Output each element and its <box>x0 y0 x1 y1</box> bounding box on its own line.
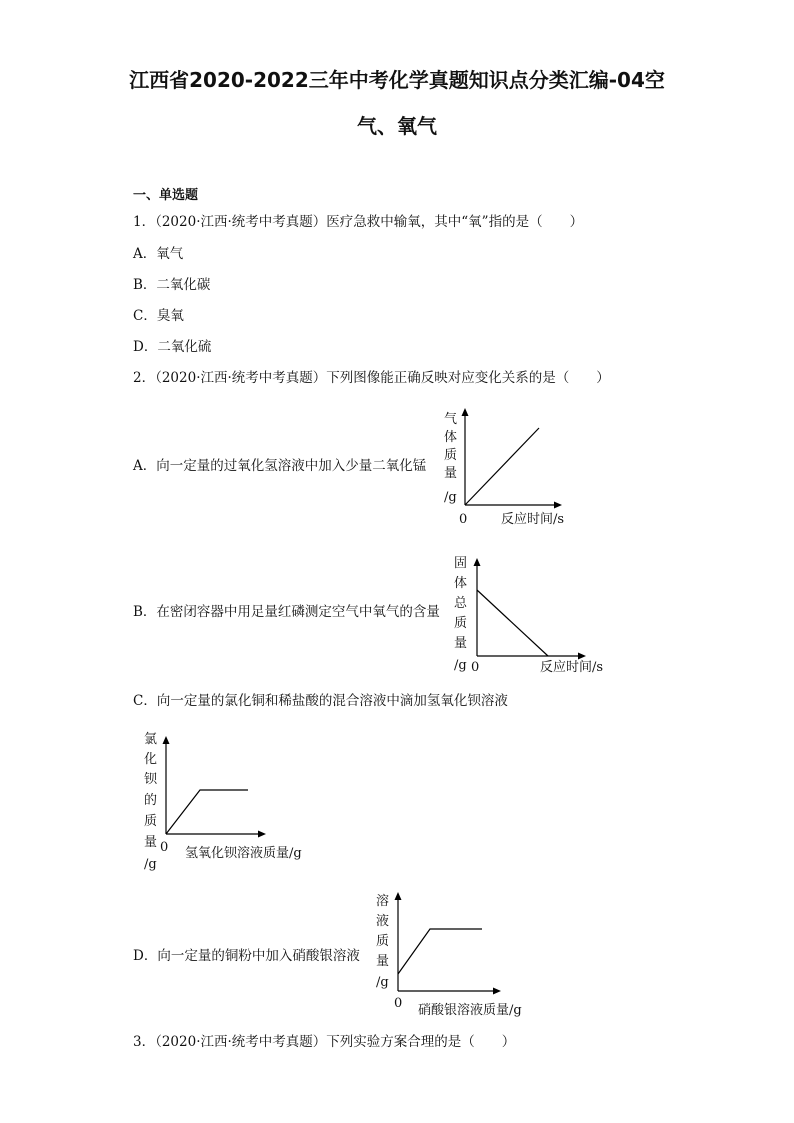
document-title-line-1: 江西省2020-2022三年中考化学真题知识点分类汇编-04空 <box>129 68 665 92</box>
graph-d-ylabel-2: 液 <box>376 914 390 929</box>
question-1-option-a: A．氧气 <box>133 246 184 262</box>
graph-b-ylabel-1: 固 <box>454 556 468 571</box>
graph-a-ylabel-3: 质 <box>444 448 458 463</box>
graph-b-origin: 0 <box>471 660 480 675</box>
graph-a-xlabel: 反应时间/s <box>501 512 565 527</box>
question-1-option-d: D．二氧化硫 <box>133 339 212 355</box>
graph-c-xlabel: 氢氧化钡溶液质量/g <box>185 846 302 861</box>
graph-b-ylabel-6: /g <box>454 658 467 673</box>
question-2-option-c: C．向一定量的氯化铜和稀盐酸的混合溶液中滴加氢氧化钡溶液 <box>133 693 508 709</box>
graph-b-ylabel-3: 总 <box>454 596 468 611</box>
question-2-option-b: B．在密闭容器中用足量红磷测定空气中氧气的含量 <box>133 604 440 620</box>
graph-a-ylabel-4: 量 <box>444 466 458 481</box>
graph-b-ylabel-5: 量 <box>454 636 468 651</box>
question-1-stem: 1．（2020·江西·统考中考真题）医疗急救中输氧，其中“氧”指的是（ ） <box>133 214 584 230</box>
question-1-option-b: B．二氧化碳 <box>133 277 211 293</box>
graph-d-ylabel-3: 质 <box>376 934 390 949</box>
document-title-line-2: 气、氧气 <box>357 114 437 138</box>
graph-d-ylabel-4: 量 <box>376 954 390 969</box>
graph-d-ylabel-1: 溶 <box>376 894 390 909</box>
graph-d-xlabel: 硝酸银溶液质量/g <box>418 1003 522 1018</box>
question-1-option-c: C．臭氧 <box>133 308 184 324</box>
graph-a-origin: 0 <box>459 512 468 527</box>
graph-c-ylabel-7: /g <box>144 857 157 872</box>
graph-c-ylabel-6: 量 <box>144 835 158 850</box>
graph-d-ylabel-5: /g <box>376 975 389 990</box>
graph-b-ylabel-4: 质 <box>454 616 468 631</box>
graph-c-ylabel-1: 氯 <box>144 732 158 747</box>
graph-d-curve <box>398 929 482 974</box>
section-heading: 一、单选题 <box>133 188 199 203</box>
question-3-stem: 3．（2020·江西·统考中考真题）下列实验方案合理的是（ ） <box>133 1034 516 1050</box>
graph-b-xlabel: 反应时间/s <box>540 660 604 675</box>
question-2-option-a: A．向一定量的过氧化氢溶液中加入少量二氧化锰 <box>133 458 427 474</box>
graph-d-origin: 0 <box>394 996 403 1011</box>
graph-a-ylabel-1: 气 <box>444 412 458 427</box>
graph-c-origin: 0 <box>160 840 169 855</box>
question-2-option-d: D．向一定量的铜粉中加入硝酸银溶液 <box>133 948 360 964</box>
graph-a-ylabel-2: 体 <box>444 430 458 445</box>
question-2-stem: 2．（2020·江西·统考中考真题）下列图像能正确反映对应变化关系的是（ ） <box>133 370 610 386</box>
graph-b-ylabel-2: 体 <box>454 576 468 591</box>
graph-a-ylabel-5: /g <box>444 490 457 505</box>
graph-c-ylabel-5: 质 <box>144 814 158 829</box>
graph-c-ylabel-2: 化 <box>144 752 158 767</box>
graph-c-ylabel-3: 钡 <box>144 772 158 787</box>
graph-c-ylabel-4: 的 <box>144 793 158 808</box>
